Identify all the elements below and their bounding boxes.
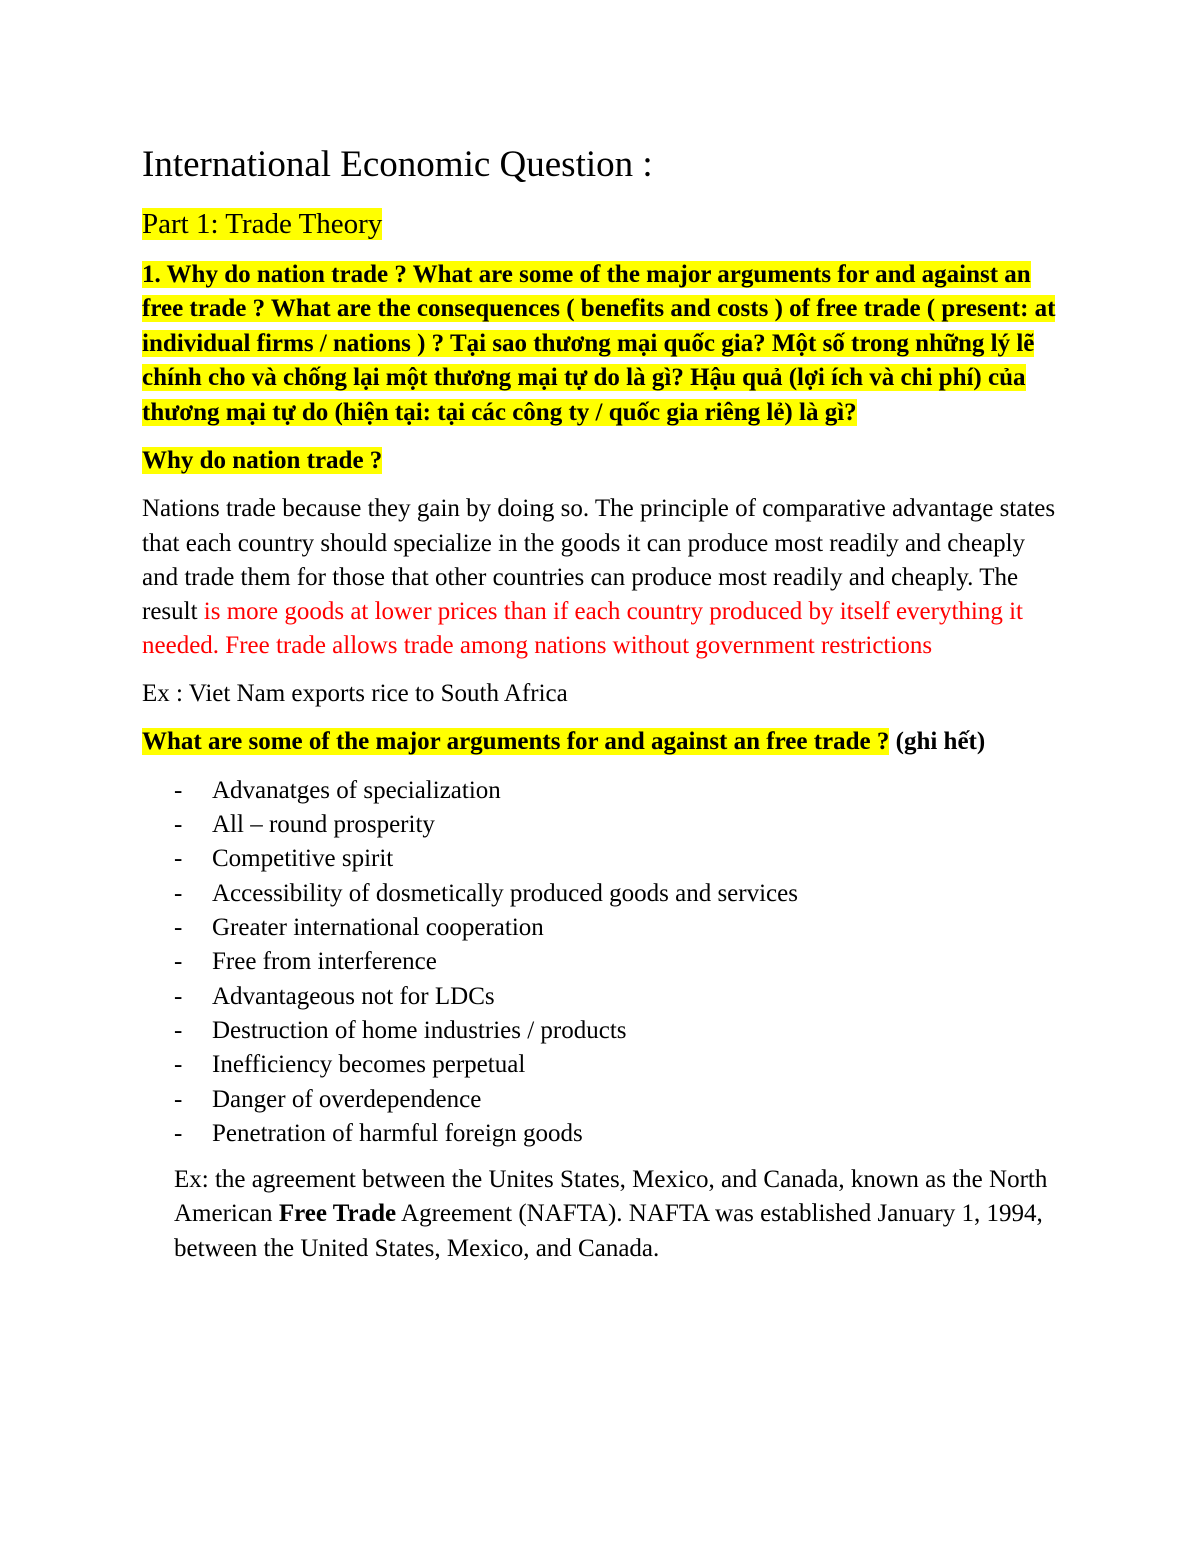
bullet-dash: - [174, 1085, 183, 1113]
why-trade-heading [142, 444, 1060, 478]
list-item-text: Advantageous not for LDCs [212, 982, 495, 1010]
bullet-dash: - [174, 811, 183, 839]
list-item [174, 945, 1060, 979]
answer-text: Nations trade because they gain by doing so. The principle of comparative advantage states that each country should specialize in the goods it can produce most readily and cheaply and trade them for those that other countries can produce most readily and cheaply. The result [142, 495, 1056, 626]
bullet-dash: - [174, 1119, 183, 1147]
bullet-dash: - [174, 845, 183, 873]
bullet-dash: - [174, 1051, 183, 1079]
arguments-heading [142, 725, 1060, 759]
example-1: Ex : Viet Nam exports rice to South Africa [142, 680, 568, 708]
example-2-text: Ex: the agreement between the Unites States, Mexico, and Canada, known as the North American [174, 1166, 1048, 1228]
bullet-dash: - [174, 879, 183, 907]
bullet-dash: - [174, 914, 183, 942]
list-item-text: Danger of overdependence [212, 1085, 482, 1113]
bullet-dash: - [174, 982, 183, 1010]
bullet-dash: - [174, 1016, 183, 1044]
list-item [174, 842, 1060, 876]
arguments-heading-text: What are some of the major arguments for and against an free trade ? [142, 728, 890, 756]
list-item-text: Advanatges of specialization [212, 776, 501, 804]
list-item-text: Free from interference [212, 948, 437, 976]
bullet-dash: - [174, 948, 183, 976]
list-item [174, 1048, 1060, 1082]
list-item [174, 808, 1060, 842]
list-item [174, 774, 1060, 808]
question-1-text: 1. Why do nation trade ? What are some of the major arguments for and against an free trade ? What are the consequences ( benefits and costs ) of free trade ( present: at individual firms / nations ) ? Tại sao thương mại quốc gia? Một số trong những lý lẽ chính cho và chống lại một thương mại tự do là gì? Hậu quả (lợi ích và chi phí) của thương mại tự do (hiện tại: tại các công ty / quốc gia riêng lẻ) là gì? [142, 261, 1056, 426]
list-item-text: All – round prosperity [212, 811, 435, 839]
list-item-text: Accessibility of dosmetically produced goods and services [212, 879, 798, 907]
list-item [174, 877, 1060, 911]
list-item [174, 980, 1060, 1014]
part-heading [142, 204, 1060, 244]
list-item [174, 1083, 1060, 1117]
example-2-bold: Free Trade [278, 1200, 397, 1228]
list-item [174, 1014, 1060, 1048]
document-title: International Economic Question : [142, 144, 653, 185]
arguments-list [174, 774, 1060, 1151]
part-heading-text: Part 1: Trade Theory [142, 208, 383, 240]
bullet-dash: - [174, 776, 183, 804]
why-trade-heading-text: Why do nation trade ? [142, 447, 383, 475]
example-2-text-end: Agreement (NAFTA). NAFTA was established January 1, 1994, between the United States, Mexico, and Canada. [174, 1200, 1043, 1262]
list-item-text: Penetration of harmful foreign goods [212, 1119, 583, 1147]
example-2 [174, 1163, 1060, 1266]
arguments-heading-note: (ghi hết) [889, 728, 986, 756]
list-item [174, 911, 1060, 945]
answer-emphasis-text: is more goods at lower prices than if each country produced by itself everything it needed. Free trade allows trade among nations without government restrictions [142, 598, 1023, 660]
list-item-text: Destruction of home industries / products [212, 1016, 627, 1044]
list-item-text: Inefficiency becomes perpetual [212, 1051, 526, 1079]
why-trade-answer [142, 492, 1060, 663]
list-item [174, 1117, 1060, 1151]
question-1 [142, 258, 1060, 430]
list-item-text: Competitive spirit [212, 845, 394, 873]
list-item-text: Greater international cooperation [212, 914, 544, 942]
